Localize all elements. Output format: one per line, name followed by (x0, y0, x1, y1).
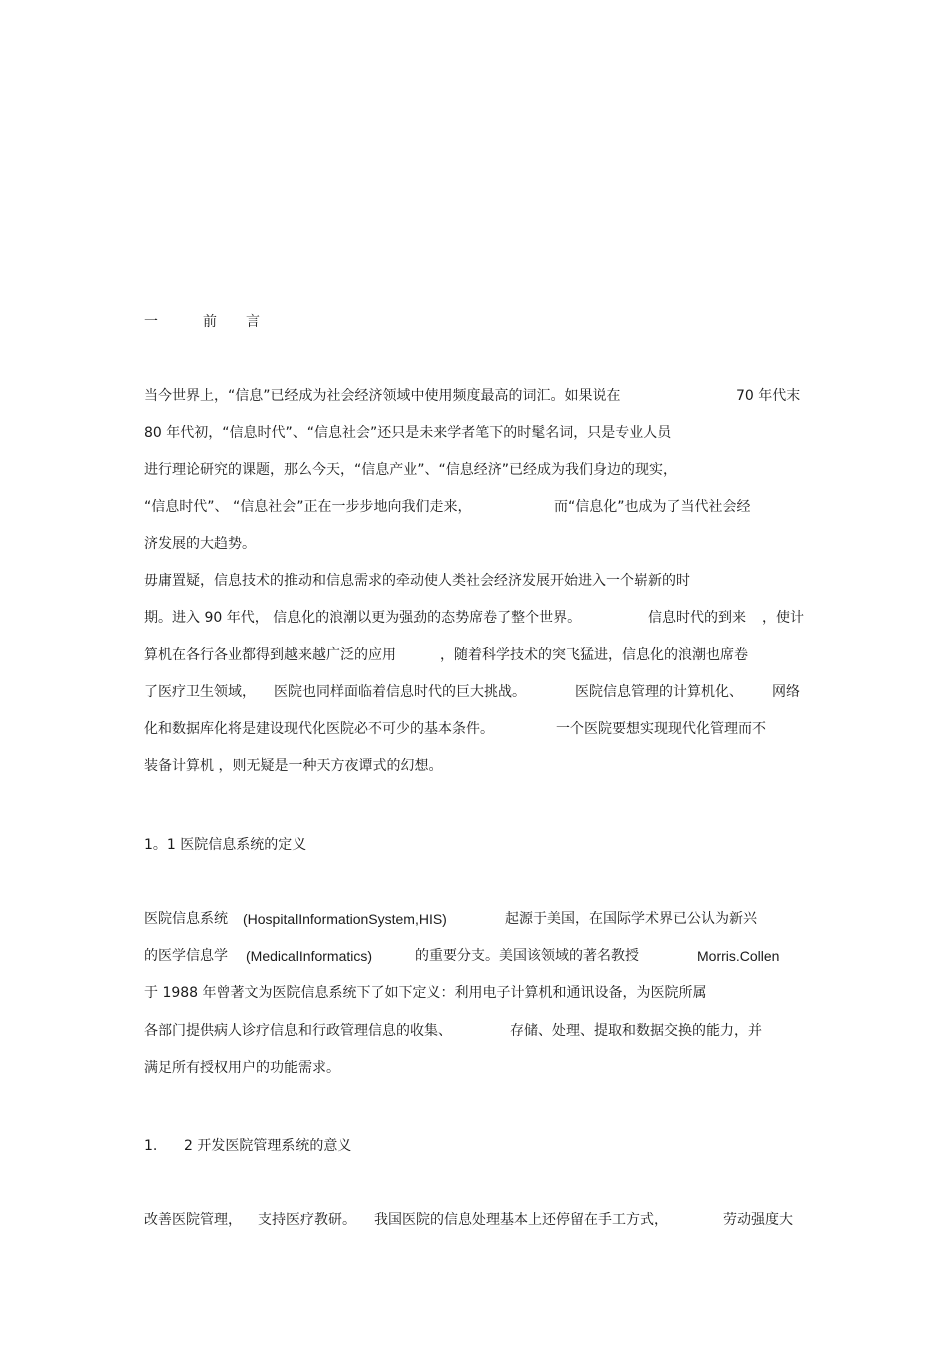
text-span: Morris.Collen (697, 948, 780, 964)
text-span: 毋庸置疑，信息技术的推动和信息需求的牵动使人类社会经济发展开始进入一个崭新的时 (144, 573, 690, 589)
heading-word-1: 前 (203, 314, 217, 330)
heading-number: 一 (144, 314, 158, 330)
section-number: 1. (144, 1138, 158, 1154)
text-span: 存储、处理、提取和数据交换的能力，并 (510, 1023, 762, 1039)
text-span: 医院信息管理的计算机化、 (575, 684, 743, 700)
text-span: 的医学信息学 (144, 948, 228, 964)
text-span: “信息时代”、 “信息社会”正在一步步地向我们走来， (144, 499, 472, 515)
section-title-text: 2 开发医院管理系统的意义 (184, 1138, 352, 1154)
text-span: 网络 (772, 684, 800, 700)
text-span: (HospitalInformationSystem,HIS) (243, 911, 447, 927)
text-span: ，使计 (762, 610, 804, 626)
text-span: 起源于美国，在国际学术界已公认为新兴 (505, 911, 757, 927)
text-span: 医院也同样面临着信息时代的巨大挑战。 (274, 684, 526, 700)
text-span: ，随着科学技术的突飞猛进，信息化的浪潮也席卷 (440, 647, 748, 663)
text-span: 我国医院的信息处理基本上还停留在手工方式， (374, 1212, 668, 1228)
text-span: 满足所有授权用户的功能需求。 (144, 1060, 340, 1076)
text-span: 算机在各行各业都得到越来越广泛的应用 (144, 647, 396, 663)
text-span: 的重要分支。美国该领域的著名教授 (415, 948, 639, 964)
text-span: 支持医疗教研。 (258, 1212, 356, 1228)
text-span: (MedicalInformatics) (246, 948, 373, 964)
text-span: 济发展的大趋势。 (144, 536, 256, 552)
text-span: 装备计算机 ，则无疑是一种天方夜谭式的幻想。 (144, 758, 443, 774)
text-span: 各部门提供病人诊疗信息和行政管理信息的收集、 (144, 1023, 452, 1039)
text-span: 期。进入 90 年代， 信息化的浪潮以更为强劲的态势席卷了整个世界。 (144, 610, 582, 626)
text-span: 改善医院管理， (144, 1212, 242, 1228)
text-span: 信息时代的到来 (648, 610, 746, 626)
text-span: 医院信息系统 (144, 911, 228, 927)
text-span: 一个医院要想实现现代化管理而不 (556, 721, 766, 737)
text-span: 于 1988 年曾著文为医院信息系统下了如下定义：利用电子计算机和通讯设备，为医院所属 (144, 985, 707, 1001)
text-span: 了医疗卫生领域， (144, 684, 256, 700)
text-span: 进行理论研究的课题，那么今天，“信息产业”、“信息经济”已经成为我们身边的现实， (144, 462, 678, 478)
text-span: 而“信息化”也成为了当代社会经 (554, 499, 751, 515)
section-title-text: 1。1 医院信息系统的定义 (144, 837, 307, 853)
text-span: 化和数据库化将是建设现代化医院必不可少的基本条件。 (144, 721, 494, 737)
text-span: 劳动强度大 (723, 1212, 793, 1228)
text-span: 当今世界上，“信息”已经成为社会经济领域中使用频度最高的词汇。如果说在 (144, 388, 621, 404)
text-span: 70 年代末 (736, 388, 801, 404)
text-span: 80 年代初，“信息时代”、“信息社会”还只是未来学者笔下的时髦名词，只是专业人员 (144, 425, 672, 441)
heading-word-2: 言 (246, 314, 260, 330)
